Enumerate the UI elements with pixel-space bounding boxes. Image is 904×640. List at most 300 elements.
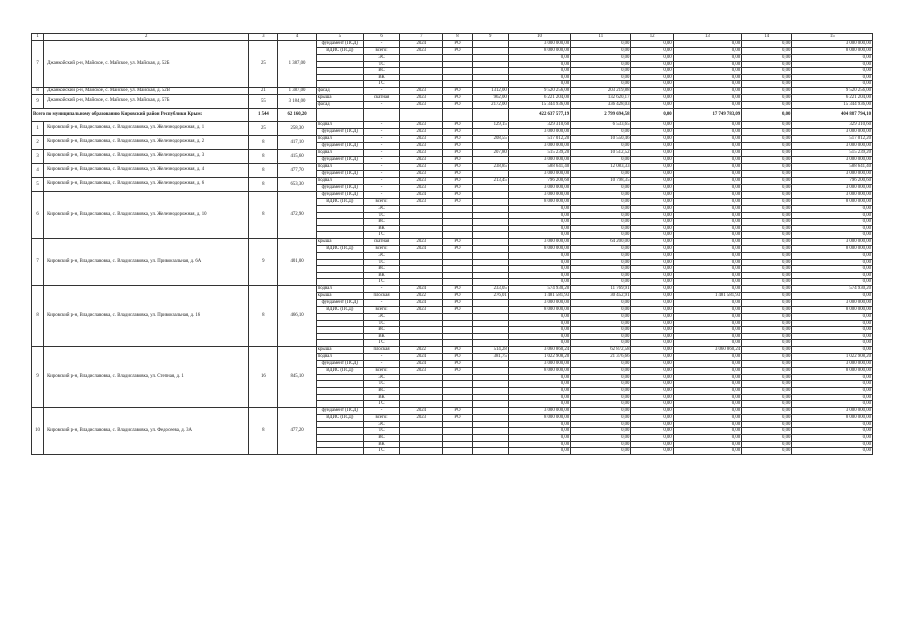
work-type xyxy=(316,388,363,395)
work-method xyxy=(443,279,472,286)
work-unit: ГС xyxy=(363,232,399,239)
work-total: 0,00 xyxy=(508,225,570,232)
work-year xyxy=(400,205,443,212)
work-v13: 0,00 xyxy=(673,340,741,347)
column-number: 4 xyxy=(278,34,316,41)
work-v12: 0,00 xyxy=(631,163,673,170)
work-year xyxy=(400,219,443,226)
work-v15: 329 310,60 xyxy=(792,121,873,128)
work-qty xyxy=(472,266,508,273)
work-total: 0,00 xyxy=(508,212,570,219)
work-type: подвал xyxy=(316,121,363,128)
work-v15: 796 200,60 xyxy=(792,177,873,184)
work-v12: 0,00 xyxy=(631,428,673,435)
work-v14: 0,00 xyxy=(742,191,792,198)
work-qty: 213,45 xyxy=(472,177,508,184)
work-v12: 0,00 xyxy=(631,340,673,347)
work-total: 8 000 000,00 xyxy=(508,198,570,205)
work-v11: 0,00 xyxy=(571,414,631,421)
work-year xyxy=(400,340,443,347)
work-v13: 0,00 xyxy=(673,448,741,455)
work-total: 0,00 xyxy=(508,219,570,226)
work-v12: 0,00 xyxy=(631,55,673,62)
work-v12: 0,00 xyxy=(631,414,673,421)
work-qty xyxy=(472,306,508,313)
work-v13: 0,00 xyxy=(673,388,741,395)
work-method: РО xyxy=(443,360,472,367)
work-year xyxy=(400,61,443,68)
work-v14: 0,00 xyxy=(742,252,792,259)
object-address: Кировский р-н, Владиславовка, с. Владиславовка, ул. Железнодорожная, д. 6 xyxy=(44,177,249,191)
work-v13: 0,00 xyxy=(673,205,741,212)
work-v12: 0,00 xyxy=(631,388,673,395)
work-unit: ВК xyxy=(363,74,399,81)
work-type: ВДИС (ПСД) xyxy=(316,198,363,205)
work-qty xyxy=(472,198,508,205)
work-v11: 0,00 xyxy=(571,360,631,367)
work-v11: 0,00 xyxy=(571,401,631,408)
work-v13: 0,00 xyxy=(673,435,741,442)
column-number: 6 xyxy=(363,34,399,41)
work-v13: 0,00 xyxy=(673,184,741,191)
work-unit: - xyxy=(363,135,399,142)
work-v14: 0,00 xyxy=(742,353,792,360)
work-v12: 0,00 xyxy=(631,272,673,279)
work-v14: 0,00 xyxy=(742,435,792,442)
work-type: подвал xyxy=(316,163,363,170)
work-unit: - xyxy=(363,191,399,198)
work-v12: 0,00 xyxy=(631,320,673,327)
work-v11: 0,00 xyxy=(571,394,631,401)
work-method: РО xyxy=(443,184,472,191)
work-v11: 10 550,46 xyxy=(571,135,631,142)
work-v13: 0,00 xyxy=(673,198,741,205)
work-total: 0,00 xyxy=(508,272,570,279)
work-type: ВДИС (ПСД) xyxy=(316,306,363,313)
work-type: подвал xyxy=(316,353,363,360)
work-v15: 3 000 000,00 xyxy=(792,170,873,177)
work-method: РО xyxy=(443,163,472,170)
work-v13: 0,00 xyxy=(673,360,741,367)
work-v12: 0,00 xyxy=(631,184,673,191)
work-qty xyxy=(472,41,508,48)
object-address: Джанкойский р-н, Майское, с. Майское, ул. Майская, д. 52Б xyxy=(44,41,249,88)
work-unit: ВС xyxy=(363,266,399,273)
work-year xyxy=(400,74,443,81)
work-unit: всего: xyxy=(363,48,399,55)
work-total: 8 000 000,00 xyxy=(508,367,570,374)
object-number: 2 xyxy=(32,135,44,149)
work-qty xyxy=(472,428,508,435)
work-v13: 0,00 xyxy=(673,135,741,142)
work-year xyxy=(400,252,443,259)
work-v14: 0,00 xyxy=(742,212,792,219)
work-year: 2024 xyxy=(400,41,443,48)
work-unit: - xyxy=(363,128,399,135)
work-method xyxy=(443,340,472,347)
work-v11: 0,00 xyxy=(571,421,631,428)
work-v14: 0,00 xyxy=(742,306,792,313)
total-area: 417,10 xyxy=(278,135,316,149)
work-v15: 0,00 xyxy=(792,381,873,388)
work-year: 2024 xyxy=(400,191,443,198)
work-qty xyxy=(472,205,508,212)
work-total: 1 022 908,20 xyxy=(508,353,570,360)
work-unit: ТС xyxy=(363,61,399,68)
work-year xyxy=(400,421,443,428)
work-v12: 0,00 xyxy=(631,401,673,408)
work-total: 8 000 000,00 xyxy=(508,414,570,421)
work-total: 0,00 xyxy=(508,55,570,62)
work-method xyxy=(443,320,472,327)
work-v14: 0,00 xyxy=(742,184,792,191)
work-type xyxy=(316,374,363,381)
work-unit: ВС xyxy=(363,327,399,334)
work-year: 2023 xyxy=(400,367,443,374)
work-qty xyxy=(472,68,508,75)
work-v13: 0,00 xyxy=(673,55,741,62)
work-qty xyxy=(472,81,508,88)
work-unit: ВС xyxy=(363,435,399,442)
work-type xyxy=(316,448,363,455)
work-year: 2023 xyxy=(400,48,443,55)
work-v11: 6 533,65 xyxy=(571,121,631,128)
work-v11: 0,00 xyxy=(571,142,631,149)
work-year: 2023 xyxy=(400,184,443,191)
work-type xyxy=(316,259,363,266)
table-row xyxy=(32,163,873,170)
column-number: 15 xyxy=(792,34,873,41)
work-qty xyxy=(472,340,508,347)
work-v14: 0,00 xyxy=(742,374,792,381)
work-qty xyxy=(472,272,508,279)
work-v14: 0,00 xyxy=(742,266,792,273)
work-v14: 0,00 xyxy=(742,177,792,184)
work-unit: - xyxy=(363,163,399,170)
work-total: 0,00 xyxy=(508,232,570,239)
work-unit: ВС xyxy=(363,219,399,226)
work-qty xyxy=(472,448,508,455)
column-number-row xyxy=(32,34,873,41)
apartment-count: 16 xyxy=(249,346,278,407)
work-year xyxy=(400,401,443,408)
work-year xyxy=(400,327,443,334)
work-method xyxy=(443,333,472,340)
work-v15: 574 930,20 xyxy=(792,285,873,292)
work-v15: 515 239,20 xyxy=(792,149,873,156)
work-qty xyxy=(472,55,508,62)
total-label: Всего по муниципальному образованию Кировский район Республики Крым: xyxy=(32,108,249,121)
work-v12: 0,00 xyxy=(631,259,673,266)
object-address: Кировский р-н, Владиславовка, с. Владиславовка, ул. Привокзальная, д. 16 xyxy=(44,285,249,346)
work-v12: 0,00 xyxy=(631,177,673,184)
column-number: 12 xyxy=(631,34,673,41)
work-v14: 0,00 xyxy=(742,428,792,435)
work-v11: 0,00 xyxy=(571,381,631,388)
total-v11: 2 799 694,58 xyxy=(571,108,631,121)
work-unit: - xyxy=(363,87,399,94)
work-year xyxy=(400,394,443,401)
work-method: РО xyxy=(443,121,472,128)
work-unit: - xyxy=(363,177,399,184)
work-v14: 0,00 xyxy=(742,407,792,414)
work-type: подвал xyxy=(316,285,363,292)
work-v15: 3 000 000,00 xyxy=(792,41,873,48)
work-v12: 0,00 xyxy=(631,245,673,252)
work-v14: 0,00 xyxy=(742,121,792,128)
work-v12: 0,00 xyxy=(631,238,673,245)
work-method xyxy=(443,401,472,408)
total-count: 1 544 xyxy=(249,108,278,121)
work-v13: 0,00 xyxy=(673,306,741,313)
work-v14: 0,00 xyxy=(742,340,792,347)
object-address: Кировский р-н, Владиславовка, с. Владиславовка, ул. Железнодорожная, д. 10 xyxy=(44,191,249,238)
work-v11: 0,00 xyxy=(571,68,631,75)
work-v15: 0,00 xyxy=(792,421,873,428)
work-year: 2023 xyxy=(400,101,443,108)
work-unit: ТС xyxy=(363,428,399,435)
work-v11: 0,00 xyxy=(571,219,631,226)
work-v14: 0,00 xyxy=(742,441,792,448)
work-type xyxy=(316,421,363,428)
work-qty: 207,80 xyxy=(472,149,508,156)
work-v13: 0,00 xyxy=(673,128,741,135)
total-area: 653,30 xyxy=(278,177,316,191)
work-year xyxy=(400,441,443,448)
work-unit: ВК xyxy=(363,333,399,340)
work-v11: 0,00 xyxy=(571,48,631,55)
work-qty xyxy=(472,74,508,81)
work-v12: 0,00 xyxy=(631,360,673,367)
work-v13: 0,00 xyxy=(673,266,741,273)
work-v12: 0,00 xyxy=(631,225,673,232)
work-v12: 0,00 xyxy=(631,212,673,219)
work-v14: 0,00 xyxy=(742,41,792,48)
work-qty xyxy=(472,299,508,306)
work-year: 2022 xyxy=(400,292,443,299)
work-v11: 0,00 xyxy=(571,428,631,435)
apartment-count: 55 xyxy=(249,94,278,108)
work-type: фундамент (ПСД) xyxy=(316,41,363,48)
work-unit: - xyxy=(363,299,399,306)
table-row xyxy=(32,346,873,353)
work-v12: 0,00 xyxy=(631,367,673,374)
work-v15: 517 012,20 xyxy=(792,135,873,142)
work-qty: 208,55 xyxy=(472,135,508,142)
work-qty xyxy=(472,225,508,232)
table-row xyxy=(32,149,873,156)
work-total: 3 000 000,00 xyxy=(508,128,570,135)
total-v10: 422 637 577,19 xyxy=(508,108,570,121)
work-v14: 0,00 xyxy=(742,81,792,88)
work-v14: 0,00 xyxy=(742,245,792,252)
work-unit: ГС xyxy=(363,448,399,455)
column-number: 1 xyxy=(32,34,44,41)
work-v13: 3 060 860,24 xyxy=(673,346,741,353)
work-year xyxy=(400,68,443,75)
object-address: Джанкойский р-н, Майское, с. Майское, ул. Майская, д. 52В xyxy=(44,87,249,94)
work-v11: 203 219,88 xyxy=(571,87,631,94)
work-v13: 0,00 xyxy=(673,285,741,292)
work-v15: 0,00 xyxy=(792,394,873,401)
work-v13: 0,00 xyxy=(673,313,741,320)
work-v11: 0,00 xyxy=(571,279,631,286)
work-v14: 0,00 xyxy=(742,225,792,232)
work-unit: - xyxy=(363,170,399,177)
work-v15: 0,00 xyxy=(792,435,873,442)
work-v15: 0,00 xyxy=(792,266,873,273)
work-v14: 0,00 xyxy=(742,232,792,239)
work-v11: 0,00 xyxy=(571,333,631,340)
work-method: РО xyxy=(443,94,472,101)
work-v11: 0,00 xyxy=(571,340,631,347)
work-year xyxy=(400,435,443,442)
work-v13: 0,00 xyxy=(673,353,741,360)
work-method xyxy=(443,259,472,266)
work-year: 2023 xyxy=(400,94,443,101)
work-method: РО xyxy=(443,238,472,245)
table-row xyxy=(32,121,873,128)
table-row xyxy=(32,41,873,48)
work-method xyxy=(443,212,472,219)
table-row xyxy=(32,87,873,94)
work-type: фундамент (ПСД) xyxy=(316,360,363,367)
work-v13: 0,00 xyxy=(673,259,741,266)
work-method: РО xyxy=(443,367,472,374)
work-unit: ВК xyxy=(363,441,399,448)
work-total: 0,00 xyxy=(508,68,570,75)
work-year: 2023 xyxy=(400,149,443,156)
work-total: 0,00 xyxy=(508,81,570,88)
work-v13: 0,00 xyxy=(673,48,741,55)
work-v15: 3 000 000,00 xyxy=(792,238,873,245)
work-unit: - xyxy=(363,121,399,128)
work-qty: 514,28 xyxy=(472,346,508,353)
work-unit: - xyxy=(363,184,399,191)
work-v15: 0,00 xyxy=(792,346,873,353)
object-number: 10 xyxy=(32,407,44,454)
municipality-total-row xyxy=(32,108,873,121)
work-unit: ЭС xyxy=(363,55,399,62)
work-v12: 0,00 xyxy=(631,48,673,55)
total-area: 466,10 xyxy=(278,285,316,346)
work-method xyxy=(443,272,472,279)
work-type xyxy=(316,81,363,88)
work-unit: ЭС xyxy=(363,252,399,259)
work-v15: 0,00 xyxy=(792,327,873,334)
work-unit: ГС xyxy=(363,401,399,408)
work-total: 3 000 000,00 xyxy=(508,407,570,414)
work-type xyxy=(316,327,363,334)
work-v12: 0,00 xyxy=(631,252,673,259)
object-address: Кировский р-н, Владиславовка, с. Владиславовка, ул. Железнодорожная, д. 2 xyxy=(44,135,249,149)
table-row xyxy=(32,135,873,142)
work-v15: 0,00 xyxy=(792,232,873,239)
empty-cell xyxy=(472,108,508,121)
column-number: 13 xyxy=(673,34,741,41)
work-year: 2024 xyxy=(400,407,443,414)
work-v13: 0,00 xyxy=(673,94,741,101)
work-v13: 0,00 xyxy=(673,142,741,149)
work-type: подвал xyxy=(316,135,363,142)
work-unit: плоская xyxy=(363,346,399,353)
work-year xyxy=(400,55,443,62)
work-v14: 0,00 xyxy=(742,279,792,286)
work-v12: 0,00 xyxy=(631,279,673,286)
work-type xyxy=(316,320,363,327)
work-v12: 0,00 xyxy=(631,87,673,94)
work-total: 3 000 000,00 xyxy=(508,360,570,367)
work-method: РО xyxy=(443,128,472,135)
work-type xyxy=(316,272,363,279)
work-v11: 0,00 xyxy=(571,327,631,334)
work-type: подвал xyxy=(316,177,363,184)
work-total: 0,00 xyxy=(508,205,570,212)
work-qty xyxy=(472,238,508,245)
work-year: 2023 xyxy=(400,170,443,177)
work-total: 0,00 xyxy=(508,266,570,273)
work-method xyxy=(443,435,472,442)
work-type xyxy=(316,225,363,232)
total-v14: 0,00 xyxy=(742,108,792,121)
work-v11: 0,00 xyxy=(571,299,631,306)
work-method xyxy=(443,374,472,381)
work-unit: скатная xyxy=(363,238,399,245)
work-total: 3 000 000,00 xyxy=(508,238,570,245)
column-number: 9 xyxy=(472,34,508,41)
work-v11: 0,00 xyxy=(571,435,631,442)
object-number: 1 xyxy=(32,121,44,135)
work-method: РО xyxy=(443,177,472,184)
work-type: фундамент (ПСД) xyxy=(316,191,363,198)
work-year: 2024 xyxy=(400,353,443,360)
object-address: Кировский р-н, Владиславовка, с. Владиславовка, ул. Федосеева, д. 3А xyxy=(44,407,249,454)
work-v15: 8 000 000,00 xyxy=(792,48,873,55)
work-qty: 129,15 xyxy=(472,121,508,128)
work-v14: 0,00 xyxy=(742,219,792,226)
work-method: РО xyxy=(443,299,472,306)
work-v13: 0,00 xyxy=(673,225,741,232)
work-year: 2023 xyxy=(400,87,443,94)
work-method xyxy=(443,441,472,448)
work-year: 2023 xyxy=(400,414,443,421)
work-v15: 0,00 xyxy=(792,205,873,212)
work-type: крыша xyxy=(316,292,363,299)
work-year xyxy=(400,320,443,327)
work-method xyxy=(443,205,472,212)
work-v14: 0,00 xyxy=(742,367,792,374)
apartment-count: 9 xyxy=(249,238,278,285)
work-unit: всего: xyxy=(363,414,399,421)
work-method: РО xyxy=(443,414,472,421)
apartment-count: 8 xyxy=(249,135,278,149)
work-year: 2024 xyxy=(400,245,443,252)
work-method xyxy=(443,74,472,81)
work-v14: 0,00 xyxy=(742,238,792,245)
work-v14: 0,00 xyxy=(742,333,792,340)
work-v13: 0,00 xyxy=(673,407,741,414)
total-area: 472,90 xyxy=(278,191,316,238)
work-v11: 0,00 xyxy=(571,128,631,135)
work-v13: 0,00 xyxy=(673,381,741,388)
work-method xyxy=(443,388,472,395)
work-v14: 0,00 xyxy=(742,394,792,401)
work-method xyxy=(443,81,472,88)
work-v13: 0,00 xyxy=(673,74,741,81)
work-type xyxy=(316,279,363,286)
work-v15: 3 000 000,00 xyxy=(792,184,873,191)
work-v11: 0,00 xyxy=(571,320,631,327)
